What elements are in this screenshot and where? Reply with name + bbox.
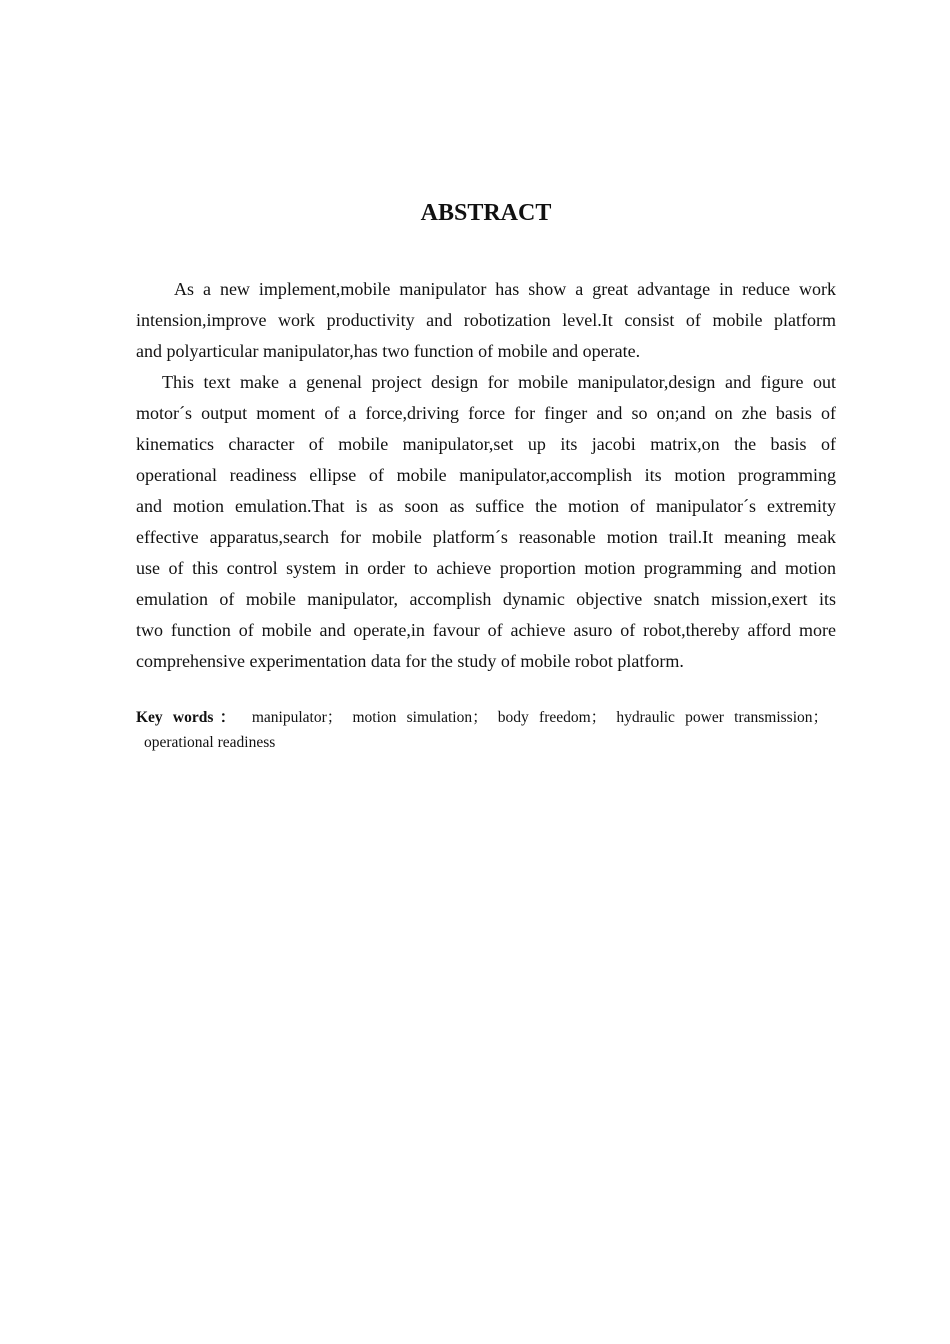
text-line: kinematics character of mobile manipulator,set up its jacobi matrix,on the basis of — [136, 434, 836, 454]
text-line: This text make a genenal project design for mobile manipulator,design and figure out — [162, 372, 836, 392]
keywords — [136, 705, 828, 755]
text-line: effective apparatus,search for mobile platform´s reasonable motion trail.It meaning meak — [136, 527, 836, 547]
text-line: and polyarticular manipulator,has two function of mobile and operate. — [136, 341, 641, 361]
page-title: ABSTRACT — [420, 200, 552, 226]
keywords-label: Key words： — [136, 709, 242, 726]
text-line: comprehensive experimentation data for the study of mobile robot platform. — [136, 651, 684, 671]
text-line: motor´s output moment of a force,driving force for finger and so on;and on zhe basis of — [136, 403, 836, 423]
abstract-body — [136, 274, 836, 677]
keywords-list: manipulator； motion simulation； body freedom； hydraulic power transmission； — [251, 709, 828, 726]
text-line: two function of mobile and operate,in favour of achieve asuro of robot,thereby afford more — [136, 620, 836, 640]
text-line: As a new implement,mobile manipulator has show a great advantage in reduce work — [174, 279, 836, 299]
text-line: intension,improve work productivity and robotization level.It consist of mobile platform — [136, 310, 836, 330]
keywords-list-continued: operational readiness — [144, 734, 276, 751]
text-line: use of this control system in order to achieve proportion motion programming and motion — [136, 558, 836, 578]
text-line: emulation of mobile manipulator, accomplish dynamic objective snatch mission,exert its — [136, 589, 836, 609]
text-line: and motion emulation.That is as soon as suffice the motion of manipulator´s extremity — [136, 496, 836, 516]
text-line: operational readiness ellipse of mobile manipulator,accomplish its motion programming — [136, 465, 836, 485]
abstract-paragraph-2 — [136, 367, 836, 677]
abstract-paragraph-1 — [136, 274, 836, 367]
